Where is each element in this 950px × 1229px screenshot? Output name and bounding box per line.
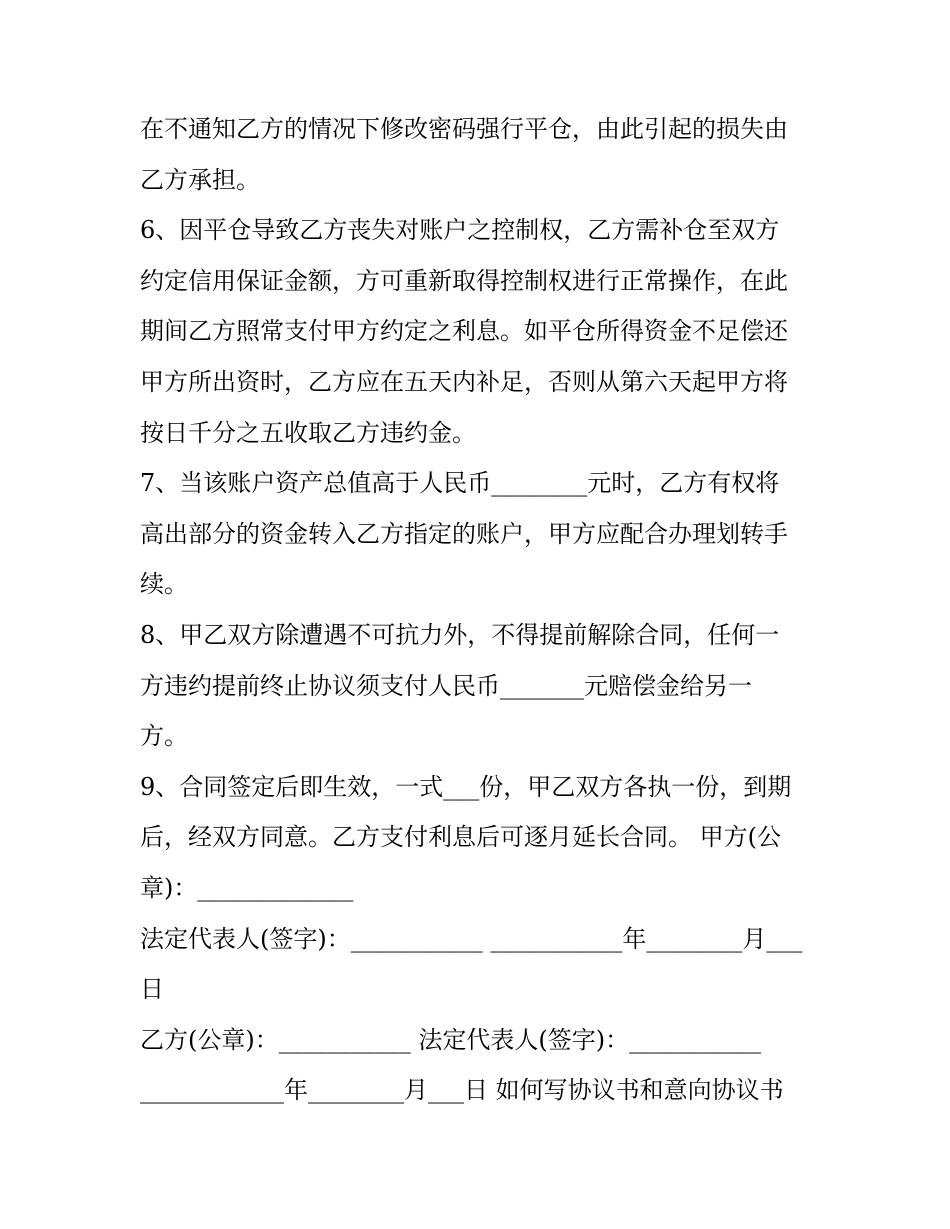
clause-6-line-4: 甲方所出资时，乙方应在五天内补足，否则从第六天起甲方将: [140, 368, 788, 396]
party-a-representative-line: 法定代表人(签字)：___________ ___________年________月___: [140, 925, 803, 953]
text-line-2: 乙方承担。: [140, 166, 260, 194]
clause-6-line-3: 期间乙方照常支付甲方约定之利息。如平仓所得资金不足偿还: [140, 317, 788, 345]
clause-8-line-2: 方违约提前终止协议须支付人民币_______元赔偿金给另一: [140, 672, 752, 700]
clause-9-line-2: 后，经双方同意。乙方支付利息后可逐月延长合同。 甲方(公: [140, 823, 781, 851]
clause-6-line-1: 6、因平仓导致乙方丧失对账户之控制权，乙方需补仓至双方: [140, 216, 780, 244]
clause-6-line-2: 约定信用保证金额，方可重新取得控制权进行正常操作，在此: [140, 267, 788, 295]
party-b-date-line: ____________年________月___日 如何写协议书和意向协议书: [140, 1076, 784, 1104]
party-b-signature-line: 乙方(公章)：___________ 法定代表人(签字)：___________: [140, 1026, 762, 1054]
clause-9-line-1: 9、合同签定后即生效，一式___份，甲乙双方各执一份，到期: [140, 773, 792, 801]
clause-6-line-5: 按日千分之五收取乙方违约金。: [140, 419, 476, 447]
party-a-date-day: 日: [140, 975, 164, 1003]
clause-7-line-3: 续。: [140, 570, 188, 598]
clause-7-line-1: 7、当该账户资产总值高于人民币________元时，乙方有权将: [140, 469, 780, 497]
text-line-1: 在不通知乙方的情况下修改密码强行平仓，由此引起的损失由: [140, 115, 788, 143]
party-a-seal-line: 章)：_____________: [140, 874, 354, 902]
clause-7-line-2: 高出部分的资金转入乙方指定的账户，甲方应配合办理划转手: [140, 520, 788, 548]
clause-8-line-3: 方。: [140, 722, 188, 750]
clause-8-line-1: 8、甲乙双方除遭遇不可抗力外，不得提前解除合同，任何一: [140, 621, 780, 649]
